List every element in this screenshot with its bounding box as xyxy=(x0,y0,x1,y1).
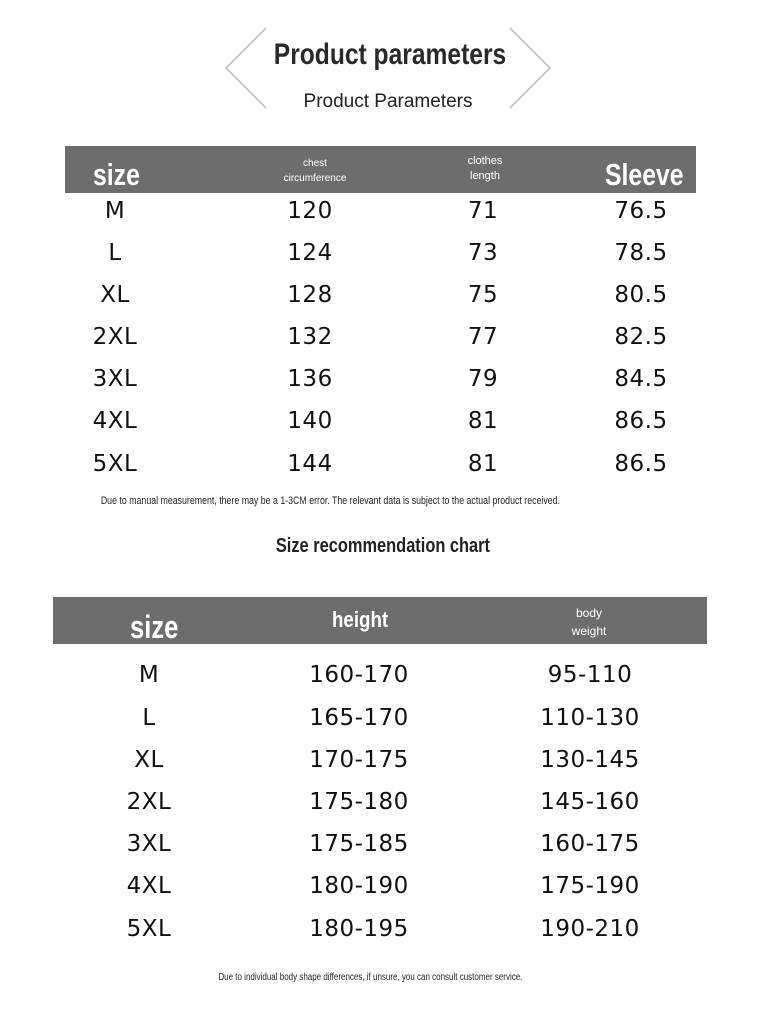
header-size: size xyxy=(130,609,179,645)
weight-cell: 110-130 xyxy=(540,705,640,731)
size-cell: 4XL xyxy=(92,408,138,434)
header-body-weight xyxy=(549,604,629,640)
header-weight-line2: weight xyxy=(571,624,607,638)
chest-cell: 136 xyxy=(287,366,333,392)
header-chest-line1: chest xyxy=(303,158,327,169)
table-row xyxy=(0,908,768,950)
length-cell: 77 xyxy=(467,324,499,350)
header-sleeve: Sleeve xyxy=(605,157,684,192)
height-cell: 160-170 xyxy=(309,662,409,688)
weight-cell: 175-190 xyxy=(540,873,640,899)
measurement-note: Due to manual measurement, there may be a 1-3CM error. The relevant data is subject to the actual product received. xyxy=(100,495,560,507)
length-cell: 71 xyxy=(467,198,499,224)
chest-cell: 140 xyxy=(287,408,333,434)
size-cell: 5XL xyxy=(92,451,138,477)
height-cell: 165-170 xyxy=(309,705,409,731)
size-cell: 3XL xyxy=(126,831,172,857)
size-cell: 5XL xyxy=(126,916,172,942)
table-row xyxy=(0,697,768,739)
table-row xyxy=(0,654,768,696)
header-clothes-line2: length xyxy=(470,170,500,182)
weight-cell: 95-110 xyxy=(547,662,633,688)
table-row xyxy=(0,190,768,232)
header-chest-line2: circumference xyxy=(283,173,347,184)
header-chest xyxy=(265,156,365,186)
size-cell: 2XL xyxy=(92,324,138,350)
page-subtitle: Product Parameters xyxy=(303,91,473,112)
sleeve-cell: 80.5 xyxy=(614,282,668,308)
table-row xyxy=(0,781,768,823)
parameters-table-header xyxy=(65,146,696,193)
length-cell: 75 xyxy=(467,282,499,308)
length-cell: 81 xyxy=(467,408,499,434)
header-clothes-length xyxy=(445,154,525,184)
table-row xyxy=(0,316,768,358)
size-cell: XL xyxy=(134,747,164,773)
table-row xyxy=(0,823,768,865)
recommendation-table-header xyxy=(53,597,707,644)
height-cell: 175-180 xyxy=(309,789,409,815)
size-cell: 4XL xyxy=(126,873,172,899)
height-cell: 180-195 xyxy=(309,916,409,942)
sleeve-cell: 78.5 xyxy=(614,240,668,266)
table-row xyxy=(0,358,768,400)
size-cell: L xyxy=(142,705,156,731)
sleeve-cell: 76.5 xyxy=(614,198,668,224)
weight-cell: 190-210 xyxy=(540,916,640,942)
recommendation-title: Size recommendation chart xyxy=(275,535,491,557)
height-cell: 175-185 xyxy=(309,831,409,857)
page-title: Product parameters xyxy=(273,38,507,71)
size-cell: 3XL xyxy=(92,366,138,392)
size-cell: 2XL xyxy=(126,789,172,815)
table-row xyxy=(0,232,768,274)
chest-cell: 132 xyxy=(287,324,333,350)
body-shape-note: Due to individual body shape differences, if unsure, you can consult customer service. xyxy=(218,972,523,983)
height-cell: 170-175 xyxy=(309,747,409,773)
table-row xyxy=(0,274,768,316)
header-size: size xyxy=(93,157,140,192)
sleeve-cell: 86.5 xyxy=(614,408,668,434)
table-row xyxy=(0,865,768,907)
sleeve-cell: 86.5 xyxy=(614,451,668,477)
size-cell: L xyxy=(108,240,122,266)
sleeve-cell: 82.5 xyxy=(614,324,668,350)
weight-cell: 130-145 xyxy=(540,747,640,773)
title-block xyxy=(0,0,768,130)
table-row xyxy=(0,443,768,485)
height-cell: 180-190 xyxy=(309,873,409,899)
chest-cell: 124 xyxy=(287,240,333,266)
header-clothes-line1: clothes xyxy=(467,155,503,167)
chest-cell: 128 xyxy=(287,282,333,308)
table-row xyxy=(0,400,768,442)
header-height: height xyxy=(332,607,389,632)
sleeve-cell: 84.5 xyxy=(614,366,668,392)
size-cell: M xyxy=(104,198,126,224)
chest-cell: 120 xyxy=(287,198,333,224)
header-weight-line1: body xyxy=(575,606,603,620)
table-row xyxy=(0,739,768,781)
size-cell: M xyxy=(138,662,160,688)
size-cell: XL xyxy=(100,282,130,308)
weight-cell: 160-175 xyxy=(540,831,640,857)
length-cell: 73 xyxy=(467,240,499,266)
weight-cell: 145-160 xyxy=(540,789,640,815)
chest-cell: 144 xyxy=(287,451,333,477)
length-cell: 81 xyxy=(467,451,499,477)
length-cell: 79 xyxy=(467,366,499,392)
